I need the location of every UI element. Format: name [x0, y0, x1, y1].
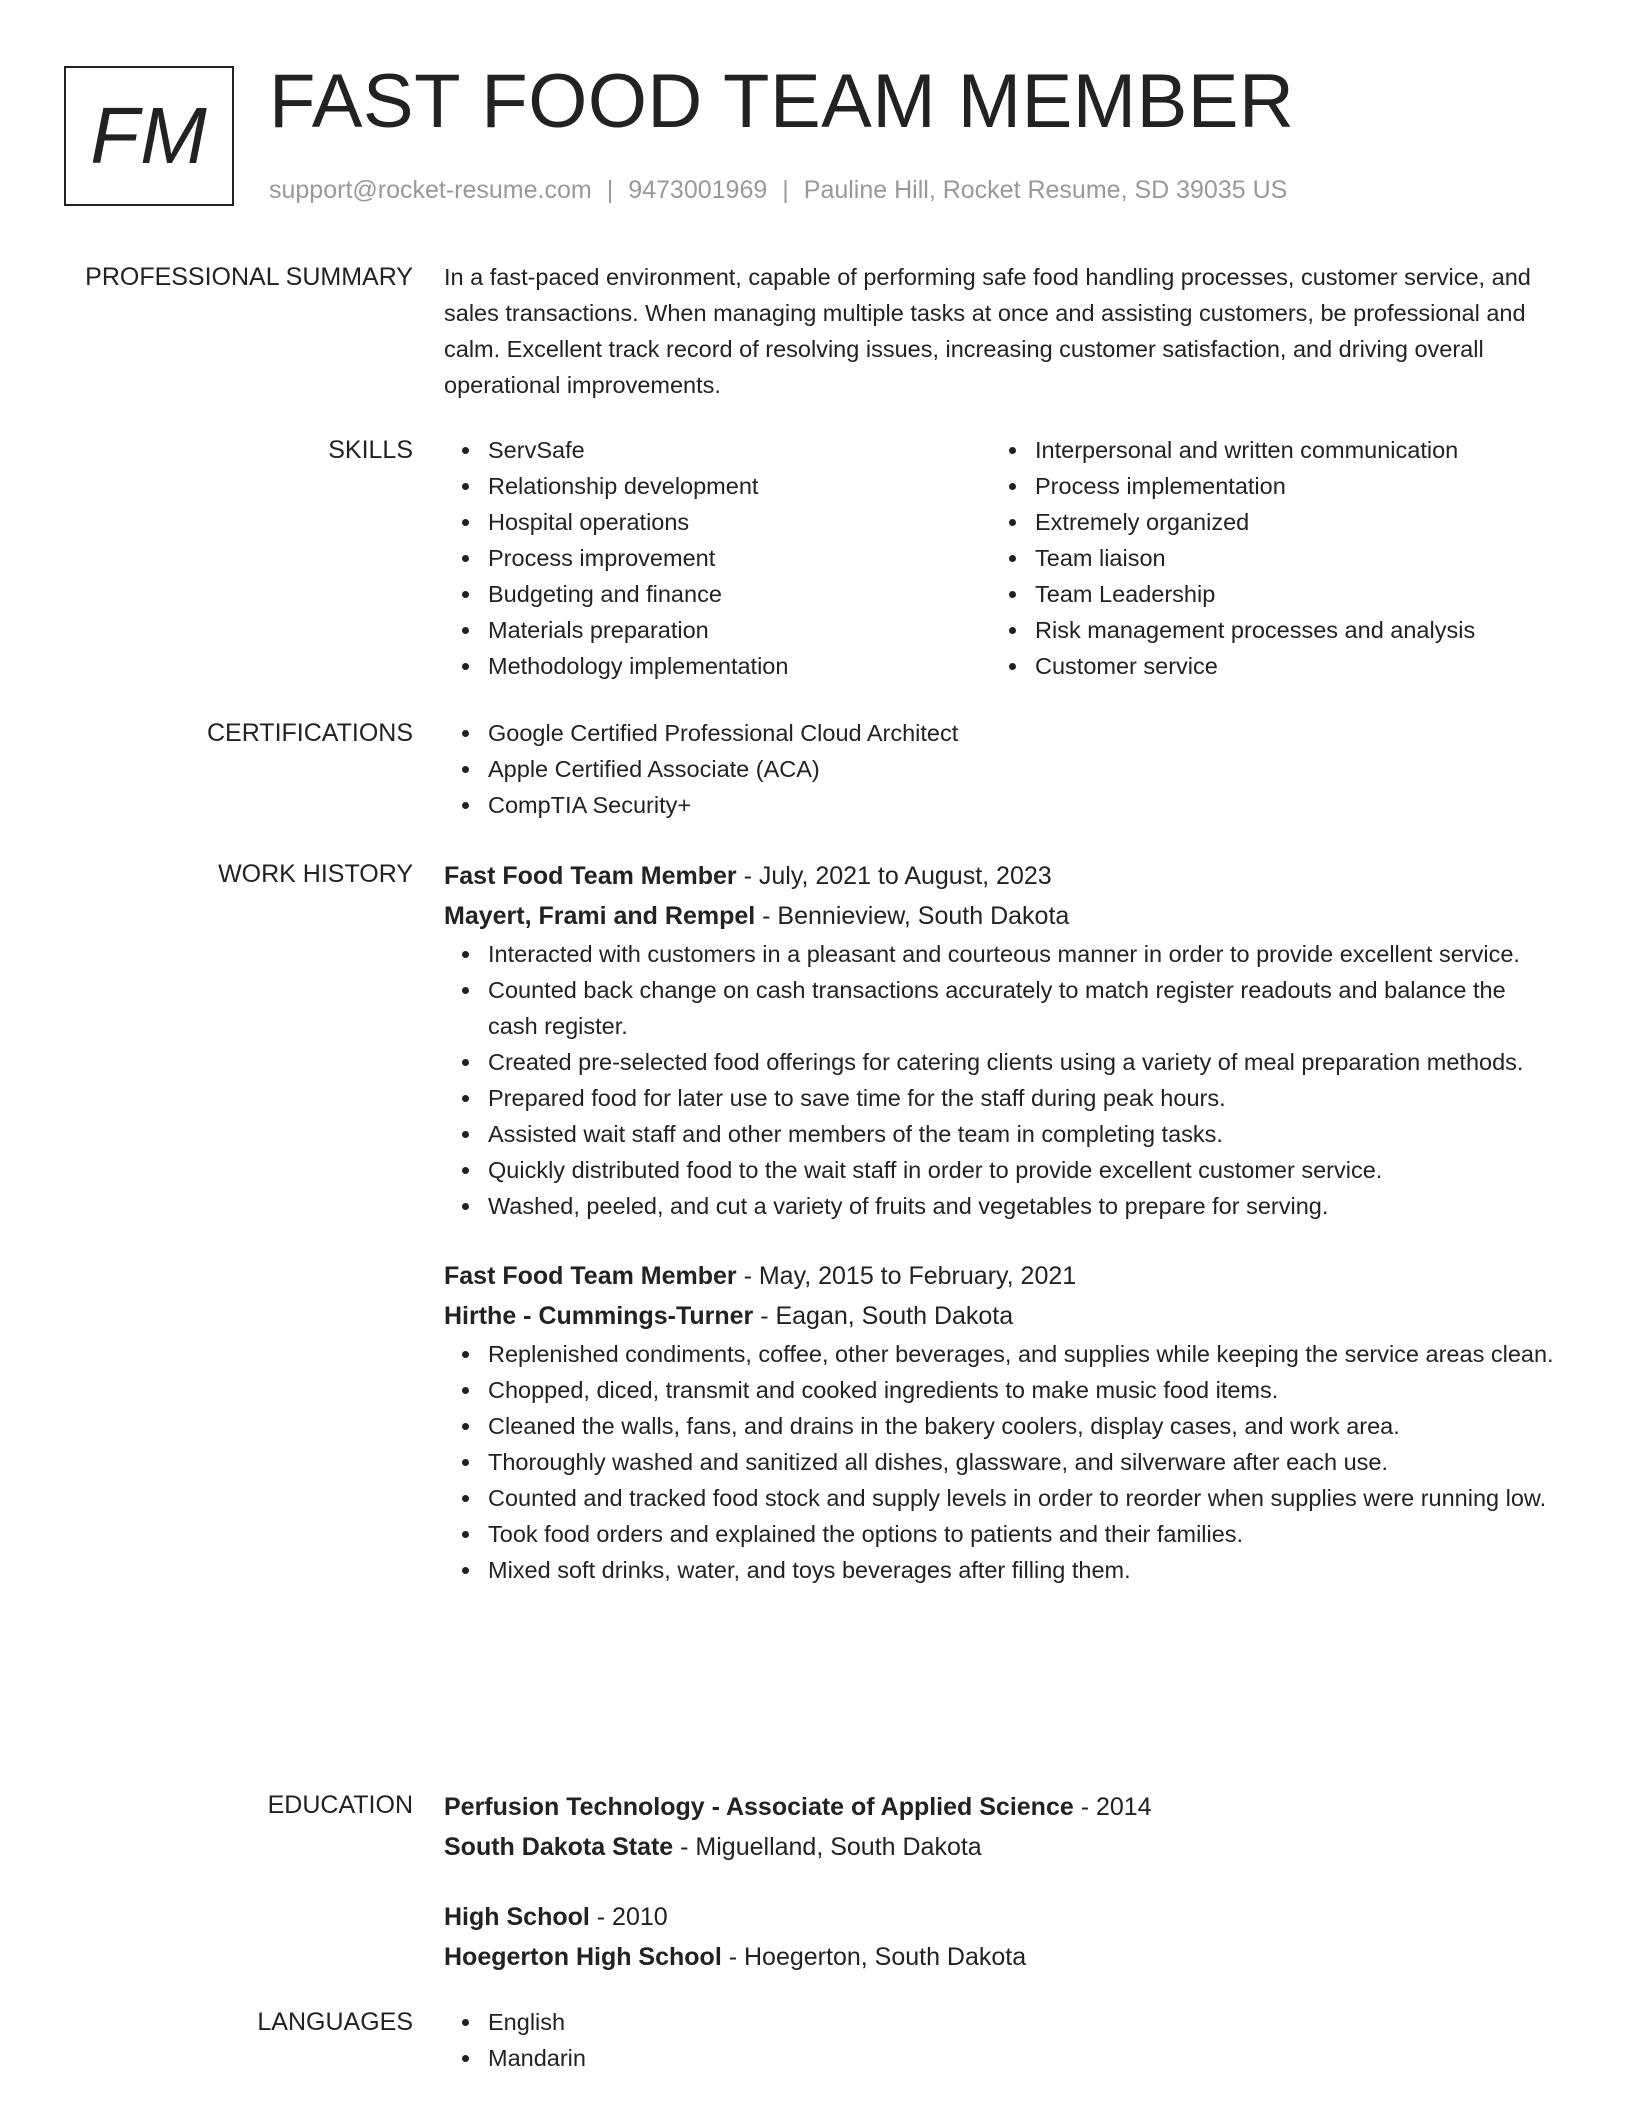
postal-address: Pauline Hill, Rocket Resume, SD 39035 US — [803, 176, 1288, 204]
section-label-certifications: CERTIFICATIONS — [206, 719, 413, 747]
job-duties-list — [444, 1336, 1554, 1588]
job-entry — [444, 856, 1554, 1224]
skill-item: Team liaison — [991, 540, 1551, 576]
section-label-education: EDUCATION — [267, 1791, 413, 1819]
school-location: - Hoegerton, South Dakota — [721, 1943, 1027, 1971]
job-duty-item: Assisted wait staff and other members of the team in completing tasks. — [444, 1116, 1554, 1152]
contact-line — [269, 172, 1287, 208]
certifications-list — [444, 715, 1554, 823]
job-duty-item: Cleaned the walls, fans, and drains in the bakery coolers, display cases, and work area. — [444, 1408, 1554, 1444]
certification-item: Apple Certified Associate (ACA) — [444, 751, 1554, 787]
skill-item: Risk management processes and analysis — [991, 612, 1551, 648]
job-company-line — [444, 896, 1554, 936]
job-duty-item: Thoroughly washed and sanitized all dishes, glassware, and silverware after each use. — [444, 1444, 1554, 1480]
school-line — [444, 1827, 1554, 1867]
job-duties-list — [444, 936, 1554, 1224]
monogram-logo: FM — [64, 66, 234, 206]
job-title-line — [444, 856, 1554, 896]
skills-column-2 — [991, 432, 1551, 684]
summary-text: In a fast-paced environment, capable of performing safe food handling processes, customer service, and sales transactions. When managing multiple tasks at once and assisting customers, be professional and calm. Excellent track record of resolving issues, increasing customer satisfaction, and driving overall operational improvements. — [444, 264, 1531, 398]
skill-item: Methodology implementation — [444, 648, 991, 684]
job-title: Fast Food Team Member — [444, 1262, 737, 1290]
job-title-line — [444, 1256, 1554, 1296]
school-line — [444, 1937, 1554, 1977]
job-duty-item: Counted back change on cash transactions accurately to match register readouts and balance the cash register. — [444, 972, 1554, 1044]
skill-item: ServSafe — [444, 432, 991, 468]
school-name: South Dakota State — [444, 1833, 674, 1861]
languages-list — [444, 2004, 1554, 2076]
degree-year: - 2010 — [589, 1903, 668, 1931]
job-duty-item: Took food orders and explained the options to patients and their families. — [444, 1516, 1554, 1552]
job-dates: - May, 2015 to February, 2021 — [736, 1262, 1077, 1290]
skill-item: Hospital operations — [444, 504, 991, 540]
skill-item: Process implementation — [991, 468, 1551, 504]
certification-item: Google Certified Professional Cloud Architect — [444, 715, 1554, 751]
language-item: English — [444, 2004, 1554, 2040]
certifications-body — [444, 715, 1554, 823]
degree-year: - 2014 — [1073, 1793, 1152, 1821]
job-location: - Eagan, South Dakota — [753, 1302, 1014, 1330]
skill-item: Interpersonal and written communication — [991, 432, 1551, 468]
school-location: - Miguelland, South Dakota — [673, 1833, 982, 1861]
separator: | — [606, 176, 614, 204]
languages-body — [444, 2004, 1554, 2076]
work-history-body — [444, 856, 1554, 1588]
skill-item: Customer service — [991, 648, 1551, 684]
skill-item: Team Leadership — [991, 576, 1551, 612]
degree-line — [444, 1787, 1554, 1827]
job-duty-item: Washed, peeled, and cut a variety of fruits and vegetables to prepare for serving. — [444, 1188, 1554, 1224]
separator: | — [782, 176, 789, 204]
skill-item: Materials preparation — [444, 612, 991, 648]
school-name: Hoegerton High School — [444, 1943, 722, 1971]
job-duty-item: Created pre-selected food offerings for catering clients using a variety of meal preparation methods. — [444, 1044, 1554, 1080]
section-label-summary: PROFESSIONAL SUMMARY — [85, 263, 413, 291]
job-location: - Bennieview, South Dakota — [755, 902, 1070, 930]
skill-item: Relationship development — [444, 468, 991, 504]
job-duty-item: Counted and tracked food stock and supply levels in order to reorder when supplies were running low. — [444, 1480, 1554, 1516]
phone-number: 9473001969 — [628, 176, 768, 204]
skills-column-1 — [444, 432, 991, 684]
page-title: FAST FOOD TEAM MEMBER — [269, 59, 1295, 144]
certification-item: CompTIA Security+ — [444, 787, 1554, 823]
job-duty-item: Prepared food for later use to save time for the staff during peak hours. — [444, 1080, 1554, 1116]
section-label-languages: LANGUAGES — [257, 2008, 413, 2036]
degree-name: High School — [444, 1903, 590, 1931]
summary-body — [444, 259, 1554, 403]
job-title: Fast Food Team Member — [444, 862, 737, 890]
job-duty-item: Mixed soft drinks, water, and toys beverages after filling them. — [444, 1552, 1554, 1588]
skill-item: Process improvement — [444, 540, 991, 576]
language-item: Mandarin — [444, 2040, 1554, 2076]
education-entry — [444, 1787, 1554, 1867]
job-duty-item: Quickly distributed food to the wait staff in order to provide excellent customer service. — [444, 1152, 1554, 1188]
degree-line — [444, 1897, 1554, 1937]
job-entry — [444, 1256, 1554, 1588]
skill-item: Budgeting and finance — [444, 576, 991, 612]
job-duty-item: Chopped, diced, transmit and cooked ingredients to make music food items. — [444, 1372, 1554, 1408]
job-duty-item: Interacted with customers in a pleasant and courteous manner in order to provide excellent service. — [444, 936, 1554, 972]
job-company-line — [444, 1296, 1554, 1336]
education-body — [444, 1787, 1554, 1977]
education-entry — [444, 1897, 1554, 1977]
section-label-skills: SKILLS — [328, 436, 413, 464]
job-company: Hirthe - Cummings-Turner — [444, 1302, 754, 1330]
degree-name: Perfusion Technology - Associate of Applied Science — [444, 1793, 1074, 1821]
job-dates: - July, 2021 to August, 2023 — [736, 862, 1052, 890]
section-label-work-history: WORK HISTORY — [218, 860, 413, 888]
skills-body — [444, 432, 1554, 684]
job-company: Mayert, Frami and Rempel — [444, 902, 756, 930]
email-address: support@rocket-resume.com — [269, 176, 592, 204]
job-duty-item: Replenished condiments, coffee, other beverages, and supplies while keeping the service areas clean. — [444, 1336, 1554, 1372]
skill-item: Extremely organized — [991, 504, 1551, 540]
